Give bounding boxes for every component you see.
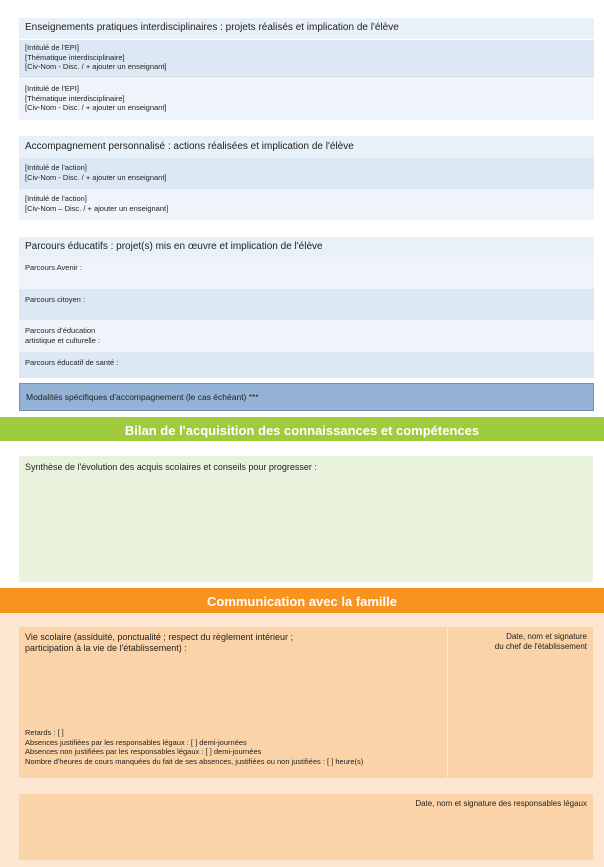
- modalites-label: Modalités spécifiques d'accompagnement (le cas échéant) ***: [26, 392, 259, 402]
- absences-non-justifiees-line: Absences non justifiées par les responsables légaux : [ ] demi-journées: [25, 747, 262, 756]
- synthese-label: Synthèse de l'évolution des acquis scolaires et conseils pour progresser :: [25, 462, 317, 472]
- parcours-title: Parcours éducatifs : projet(s) mis en œuvre et implication de l'élève: [25, 241, 323, 252]
- epi-entry-1-title: [Intitulé de l'EPI]: [25, 43, 79, 52]
- epi-header: [19, 18, 594, 39]
- epi-entry-1: [19, 40, 594, 78]
- absences-justifiees-line: Absences justifiées par les responsables légaux : [ ] demi-journées: [25, 737, 247, 747]
- epi-entry-2-theme: [Thématique interdisciplinaire]: [25, 93, 125, 103]
- parcours-sante-label: Parcours éducatif de santé :: [25, 358, 119, 367]
- communication-banner: [0, 588, 604, 613]
- chef-signature-line-2: du chef de l'établissement: [494, 642, 587, 651]
- modalites-box: [19, 383, 594, 411]
- ap-title: Accompagnement personnalisé : actions réalisées et implication de l'élève: [25, 141, 354, 152]
- heures-manquees-line: Nombre d'heures de cours manquées du fait de ses absences, justifiées ou non justifiées : [ ] heure(s): [25, 756, 364, 766]
- chef-signature-line-1: Date, nom et signature: [506, 632, 587, 641]
- bilan-banner: [0, 417, 604, 441]
- parcours-avenir-label: Parcours Avenir :: [25, 263, 82, 272]
- parcours-avenir: [19, 257, 594, 289]
- synthese-box: [19, 456, 593, 582]
- vie-scolaire-line-1: Vie scolaire (assiduité, ponctualité ; respect du règlement intérieur ;: [25, 632, 293, 642]
- epi-entry-1-teacher: [Civ-Nom - Disc. / + ajouter un enseignant]: [25, 62, 167, 71]
- bilan-title: Bilan de l'acquisition des connaissances et compétences: [124, 423, 480, 438]
- ap-entry-2: [19, 189, 594, 220]
- ap-entry-1-teacher: [Civ-Nom - Disc. / + ajouter un enseignant]: [25, 172, 167, 182]
- epi-title: Enseignements pratiques interdisciplinaires : projets réalisés et implication de l'élève: [25, 22, 399, 33]
- epi-entry-2-title: [Intitulé de l'EPI]: [25, 84, 79, 93]
- parcours-artistique-label-2: artistique et culturelle :: [25, 335, 101, 345]
- parcours-artistique: [19, 320, 594, 352]
- parcours-citoyen: [19, 289, 594, 320]
- ap-entry-1-title: [Intitulé de l'action]: [25, 163, 87, 172]
- parcours-sante: [19, 352, 594, 378]
- responsables-signature-label: Date, nom et signature des responsables légaux: [415, 799, 587, 808]
- parcours-header: [19, 237, 594, 257]
- responsables-signature-box: [19, 794, 593, 860]
- parcours-artistique-label-1: Parcours d'éducation: [25, 326, 96, 335]
- chef-signature-box: [448, 627, 593, 778]
- epi-entry-2-teacher: [Civ-Nom - Disc. / + ajouter un enseignant]: [25, 103, 167, 112]
- epi-entry-1-theme: [Thématique interdisciplinaire]: [25, 52, 125, 62]
- epi-entry-2: [19, 79, 594, 120]
- vie-scolaire-line-2: participation à la vie de l'établissement) :: [25, 643, 187, 653]
- ap-entry-2-teacher: [Civ-Nom – Disc. / + ajouter un enseignant]: [25, 203, 169, 213]
- communication-title: Communication avec la famille: [206, 594, 397, 609]
- ap-entry-1: [19, 158, 594, 189]
- absences-block: [25, 728, 363, 766]
- vie-scolaire-box: [19, 627, 447, 778]
- ap-header: [19, 136, 594, 158]
- retards-line: Retards : [ ]: [25, 728, 64, 737]
- parcours-citoyen-label: Parcours citoyen :: [25, 295, 86, 304]
- ap-entry-2-title: [Intitulé de l'action]: [25, 194, 87, 203]
